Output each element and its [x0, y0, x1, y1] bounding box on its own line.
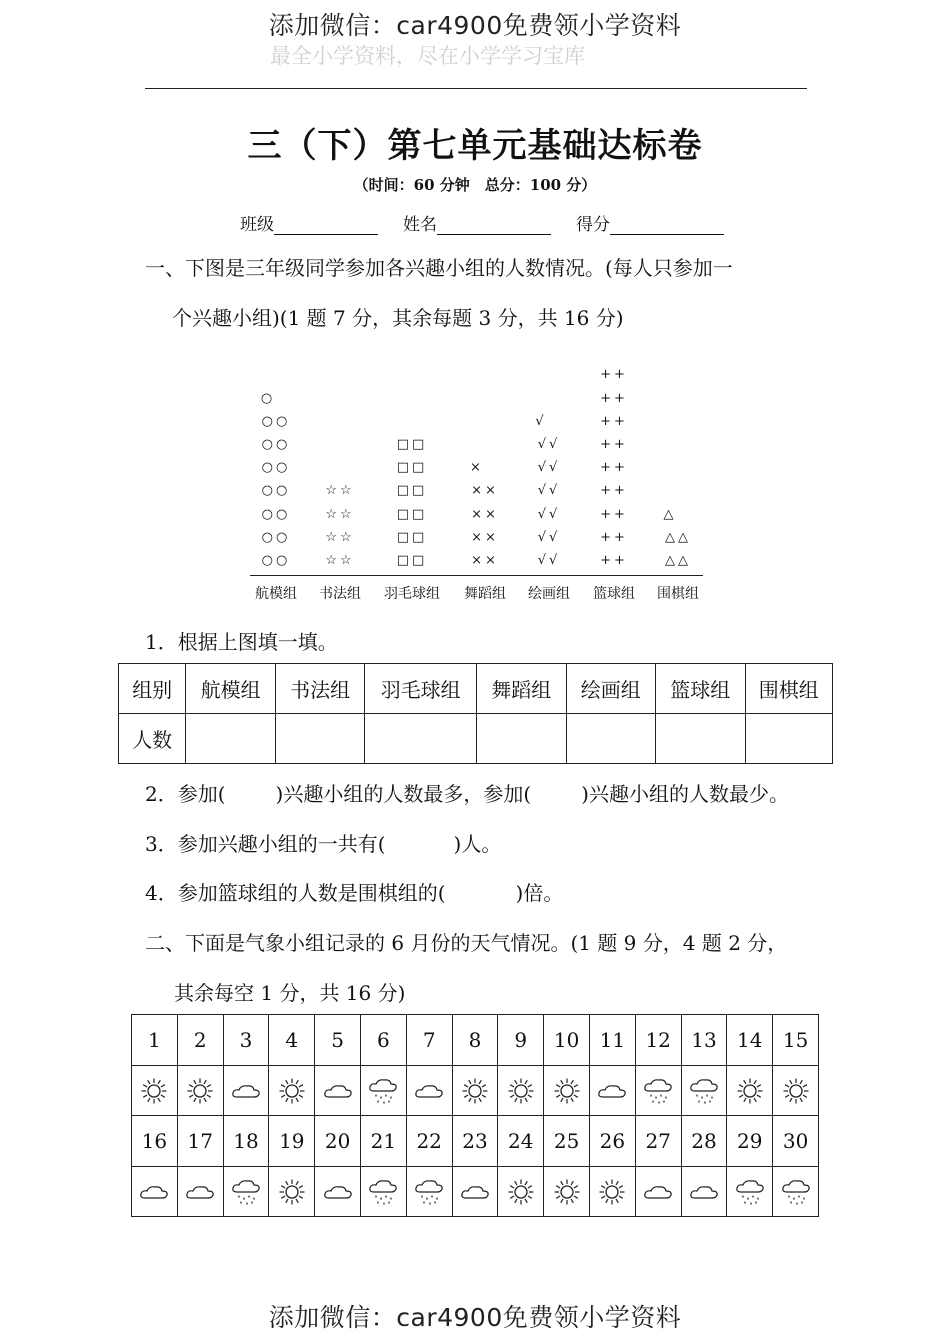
pictograph-mark: ☆☆ — [325, 553, 355, 568]
weather-cell — [132, 1167, 178, 1217]
pictograph-mark: ++ — [600, 506, 628, 522]
day-number-cell: 22 — [406, 1116, 452, 1167]
table-header-cell: 舞蹈组 — [477, 664, 567, 714]
rain-icon — [779, 1177, 813, 1207]
pictograph-mark: □□ — [396, 506, 428, 522]
count-table-header-row — [119, 664, 833, 714]
sun-icon — [550, 1177, 584, 1207]
pictograph-mark: ○○ — [261, 460, 291, 476]
day-number-cell: 10 — [544, 1015, 590, 1066]
pictograph-mark: √√ — [537, 506, 561, 522]
pictograph-mark: ○○ — [261, 506, 291, 522]
sun-icon — [779, 1076, 813, 1106]
weather-cell — [544, 1066, 590, 1116]
q4-text — [145, 877, 563, 906]
pictograph-mark: ☆☆ — [325, 529, 355, 545]
pictograph-mark: □□ — [396, 437, 428, 452]
pictograph-mark: △△ — [665, 553, 691, 568]
pictograph-mark: ○ — [260, 390, 276, 406]
sun-icon — [504, 1076, 538, 1106]
day-number-cell: 21 — [360, 1116, 406, 1167]
day-number-cell: 12 — [635, 1015, 681, 1066]
day-number-cell: 14 — [727, 1015, 773, 1066]
weather-cell — [635, 1167, 681, 1217]
weather-cell — [727, 1167, 773, 1217]
rain-icon — [733, 1177, 767, 1207]
cloud-icon — [183, 1177, 217, 1207]
weather-cell — [773, 1066, 819, 1116]
day-number-cell: 26 — [589, 1116, 635, 1167]
pictograph-category-label: 航模组 — [255, 586, 297, 602]
weather-cell — [132, 1066, 178, 1116]
q2-part-b: )兴趣小组的人数最多，参加( — [275, 782, 532, 806]
day-number-cell: 25 — [544, 1116, 590, 1167]
rain-icon — [366, 1076, 400, 1106]
weather-cell — [223, 1167, 269, 1217]
table-header-cell: 书法组 — [275, 664, 365, 714]
weather-icons-row-1 — [132, 1066, 819, 1116]
day-number-cell: 23 — [452, 1116, 498, 1167]
weather-cell — [223, 1066, 269, 1116]
day-number-cell: 13 — [681, 1015, 727, 1066]
page-subtitle: （时间：60 分钟 总分：100 分） — [353, 176, 597, 194]
count-table-answer-row — [119, 714, 833, 764]
cloud-icon — [321, 1076, 355, 1106]
rain-icon — [412, 1177, 446, 1207]
cloud-icon — [687, 1177, 721, 1207]
weather-days-row-1 — [132, 1015, 819, 1066]
pictograph-mark: ×× — [471, 483, 499, 499]
pictograph-mark: □□ — [396, 460, 428, 476]
table-header-cell: 航模组 — [186, 664, 276, 714]
cloud-icon — [458, 1177, 492, 1207]
sun-icon — [275, 1177, 309, 1207]
pictograph-axis — [250, 575, 703, 576]
day-number-cell: 18 — [223, 1116, 269, 1167]
day-number-cell: 9 — [498, 1015, 544, 1066]
weather-cell — [315, 1066, 361, 1116]
day-number-cell: 27 — [635, 1116, 681, 1167]
cloud-icon — [595, 1076, 629, 1106]
q4-part-a: 4．参加篮球组的人数是围棋组的( — [145, 881, 446, 905]
table-row-label: 组别 — [119, 664, 186, 714]
cloud-icon — [412, 1076, 446, 1106]
pictograph-mark: ☆☆ — [325, 483, 355, 499]
pictograph-mark: ○○ — [261, 413, 291, 429]
weather-cell — [452, 1066, 498, 1116]
day-number-cell: 30 — [773, 1116, 819, 1167]
day-number-cell: 24 — [498, 1116, 544, 1167]
cloud-icon — [321, 1177, 355, 1207]
q3-part-b: )人。 — [453, 832, 502, 856]
pictograph-mark: □□ — [396, 483, 428, 499]
weather-cell — [177, 1066, 223, 1116]
answer-cell[interactable] — [477, 714, 567, 764]
weather-cell — [406, 1167, 452, 1217]
faded-header-text: 最全小学资料，尽在小学学习宝库 — [270, 44, 585, 68]
q4-part-b: )倍。 — [515, 881, 564, 905]
weather-cell — [269, 1066, 315, 1116]
day-number-cell: 28 — [681, 1116, 727, 1167]
answer-cell[interactable] — [275, 714, 365, 764]
day-number-cell: 16 — [132, 1116, 178, 1167]
sun-icon — [183, 1076, 217, 1106]
pictograph-category-label: 羽毛球组 — [384, 586, 440, 602]
weather-cell — [177, 1167, 223, 1217]
pictograph-category-label: 围棋组 — [657, 586, 699, 602]
pictograph-mark: ○○ — [261, 553, 291, 568]
day-number-cell: 1 — [132, 1015, 178, 1066]
weather-cell — [635, 1066, 681, 1116]
day-number-cell: 29 — [727, 1116, 773, 1167]
rain-icon — [366, 1177, 400, 1207]
page-title: 三（下）第七单元基础达标卷 — [247, 126, 703, 166]
pictograph-category-label: 书法组 — [319, 586, 361, 602]
pictograph-mark: ++ — [600, 553, 628, 568]
weather-cell — [589, 1167, 635, 1217]
pictograph-mark: ×× — [471, 553, 499, 568]
pictograph-category-label: 舞蹈组 — [464, 586, 506, 602]
pictograph-category-label: 篮球组 — [593, 586, 635, 602]
sun-icon — [550, 1076, 584, 1106]
pictograph-chart — [0, 0, 950, 610]
pictograph-category-label: 绘画组 — [528, 586, 570, 602]
day-number-cell: 11 — [589, 1015, 635, 1066]
pictograph-mark: √√ — [537, 529, 561, 545]
pictograph-mark: ++ — [600, 437, 628, 452]
name-label: 姓名 — [403, 215, 437, 235]
answer-cell[interactable] — [186, 714, 276, 764]
weather-cell — [498, 1167, 544, 1217]
watermark-top: 添加微信：car4900免费领小学资料 — [268, 11, 682, 40]
pictograph-mark: □□ — [396, 529, 428, 545]
weather-cell — [727, 1066, 773, 1116]
pictograph-mark: √ — [535, 413, 547, 429]
answer-cell[interactable] — [365, 714, 477, 764]
day-number-cell: 5 — [315, 1015, 361, 1066]
day-number-cell: 8 — [452, 1015, 498, 1066]
weather-table — [131, 1014, 819, 1217]
sun-icon — [504, 1177, 538, 1207]
q2-part-a: 2．参加( — [145, 782, 226, 806]
pictograph-mark: ○○ — [261, 437, 291, 452]
day-number-cell: 7 — [406, 1015, 452, 1066]
q3-text — [145, 828, 501, 857]
watermark-bottom: 添加微信：car4900免费领小学资料 — [268, 1303, 682, 1332]
weather-cell — [360, 1167, 406, 1217]
weather-cell — [773, 1167, 819, 1217]
rain-icon — [229, 1177, 263, 1207]
answer-cell[interactable] — [745, 714, 833, 764]
section1-line1: 一、下图是三年级同学参加各兴趣小组的人数情况。(每人只参加一 — [145, 256, 733, 280]
pictograph-mark: ☆☆ — [325, 506, 355, 522]
pictograph-mark: ○○ — [261, 529, 291, 545]
pictograph-mark: ++ — [600, 460, 628, 476]
pictograph-mark: △ — [663, 506, 677, 522]
day-number-cell: 4 — [269, 1015, 315, 1066]
rain-icon — [687, 1076, 721, 1106]
answer-cell[interactable] — [656, 714, 746, 764]
section1-line2: 个兴趣小组)(1 题 7 分，其余每题 3 分，共 16 分) — [172, 306, 624, 330]
weather-cell — [315, 1167, 361, 1217]
day-number-cell: 17 — [177, 1116, 223, 1167]
weather-icons-row-2 — [132, 1167, 819, 1217]
weather-cell — [544, 1167, 590, 1217]
q2-text — [145, 778, 789, 807]
weather-cell — [406, 1066, 452, 1116]
day-number-cell: 2 — [177, 1015, 223, 1066]
pictograph-mark: ++ — [600, 483, 628, 499]
sun-icon — [275, 1076, 309, 1106]
pictograph-mark: √√ — [537, 437, 561, 452]
table-header-cell: 羽毛球组 — [365, 664, 477, 714]
pictograph-mark: ○○ — [261, 483, 291, 499]
pictograph-mark: ++ — [600, 390, 628, 406]
pictograph-mark: × — [470, 460, 484, 476]
rain-icon — [641, 1076, 675, 1106]
count-table — [118, 663, 833, 764]
weather-days-row-2 — [132, 1116, 819, 1167]
weather-cell — [269, 1167, 315, 1217]
pictograph-mark: √√ — [537, 483, 561, 499]
q2-part-c: )兴趣小组的人数最少。 — [581, 782, 789, 806]
weather-cell — [681, 1167, 727, 1217]
table-header-cell: 篮球组 — [656, 664, 746, 714]
table-header-cell: 围棋组 — [745, 664, 833, 714]
pictograph-mark: □□ — [396, 553, 428, 568]
pictograph-mark: √√ — [537, 460, 561, 476]
table-header-cell: 绘画组 — [566, 664, 656, 714]
sun-icon — [137, 1076, 171, 1106]
cloud-icon — [641, 1177, 675, 1207]
pictograph-mark: √√ — [537, 553, 561, 568]
cloud-icon — [137, 1177, 171, 1207]
pictograph-mark: △△ — [665, 529, 691, 545]
weather-cell — [681, 1066, 727, 1116]
weather-cell — [360, 1066, 406, 1116]
day-number-cell: 3 — [223, 1015, 269, 1066]
class-label: 班级 — [240, 215, 274, 235]
table-row-label: 人数 — [119, 714, 186, 764]
section2-line2: 其余每空 1 分，共 16 分) — [174, 981, 406, 1005]
pictograph-mark: ++ — [600, 413, 628, 429]
day-number-cell: 6 — [360, 1015, 406, 1066]
sun-icon — [595, 1177, 629, 1207]
pictograph-mark: ×× — [471, 506, 499, 522]
day-number-cell: 19 — [269, 1116, 315, 1167]
sun-icon — [733, 1076, 767, 1106]
pictograph-mark: ++ — [600, 367, 628, 383]
section2-line1: 二、下面是气象小组记录的 6 月份的天气情况。(1 题 9 分，4 题 2 分， — [145, 931, 788, 955]
pictograph-mark: ++ — [600, 529, 628, 545]
score-label: 得分 — [576, 215, 610, 235]
cloud-icon — [229, 1076, 263, 1106]
weather-cell — [589, 1066, 635, 1116]
weather-cell — [452, 1167, 498, 1217]
day-number-cell: 20 — [315, 1116, 361, 1167]
q3-part-a: 3．参加兴趣小组的一共有( — [145, 832, 386, 856]
sun-icon — [458, 1076, 492, 1106]
pictograph-mark: ×× — [471, 529, 499, 545]
day-number-cell: 15 — [773, 1015, 819, 1066]
q1-text: 1．根据上图填一填。 — [145, 630, 338, 654]
weather-cell — [498, 1066, 544, 1116]
answer-cell[interactable] — [566, 714, 656, 764]
